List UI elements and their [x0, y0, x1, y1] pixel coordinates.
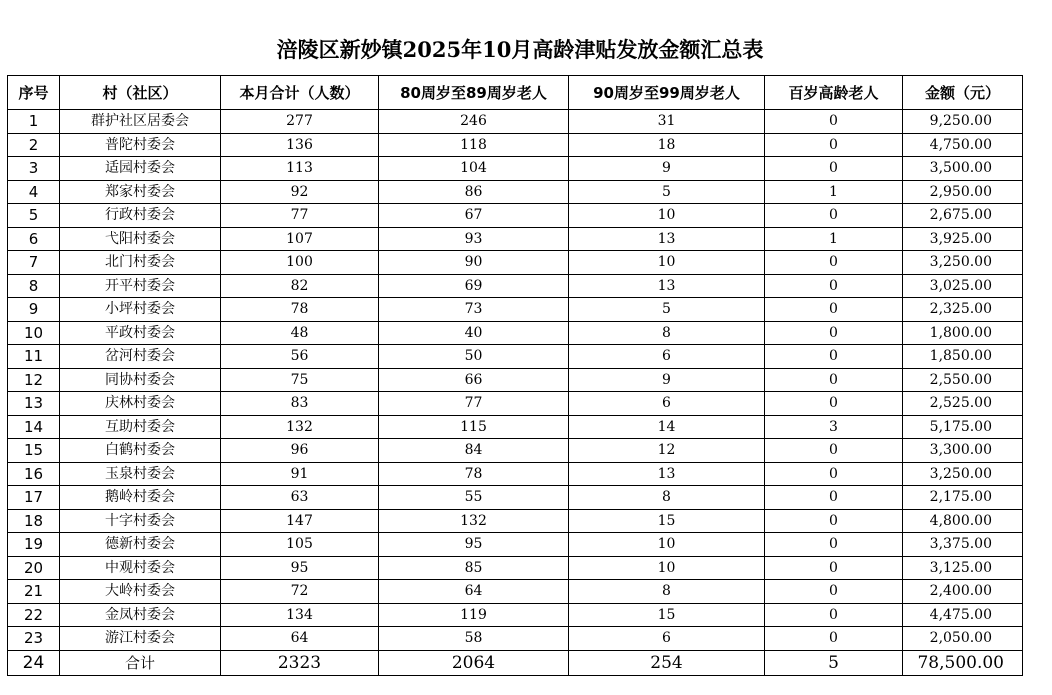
cell-amount: 2,675.00: [903, 204, 1023, 228]
cell-centenarian: 0: [765, 392, 903, 416]
cell-amount: 2,525.00: [903, 392, 1023, 416]
cell-amount: 3,125.00: [903, 556, 1023, 580]
cell-age-80-89: 95: [379, 533, 569, 557]
cell-amount: 2,050.00: [903, 627, 1023, 651]
cell-age-80-89: 40: [379, 321, 569, 345]
cell-centenarian: 0: [765, 345, 903, 369]
total-centenarian: 5: [765, 650, 903, 675]
cell-age-90-99: 8: [569, 321, 765, 345]
cell-age-90-99: 18: [569, 133, 765, 157]
cell-age-90-99: 13: [569, 462, 765, 486]
cell-age-80-89: 118: [379, 133, 569, 157]
cell-age-90-99: 6: [569, 345, 765, 369]
allowance-summary-table: [7, 75, 1023, 676]
cell-centenarian: 0: [765, 368, 903, 392]
cell-centenarian: 1: [765, 227, 903, 251]
table-row: [8, 204, 1023, 228]
cell-amount: 4,800.00: [903, 509, 1023, 533]
table-row: [8, 603, 1023, 627]
cell-monthly-total: 100: [221, 251, 379, 275]
cell-seq: 8: [8, 274, 60, 298]
total-seq: 24: [8, 650, 60, 675]
cell-centenarian: 0: [765, 580, 903, 604]
cell-centenarian: 0: [765, 157, 903, 181]
cell-age-80-89: 66: [379, 368, 569, 392]
table-row: [8, 298, 1023, 322]
cell-age-80-89: 90: [379, 251, 569, 275]
cell-age-90-99: 9: [569, 157, 765, 181]
cell-age-80-89: 58: [379, 627, 569, 651]
cell-village: 庆林村委会: [60, 392, 221, 416]
cell-monthly-total: 82: [221, 274, 379, 298]
cell-centenarian: 0: [765, 556, 903, 580]
cell-monthly-total: 77: [221, 204, 379, 228]
cell-amount: 2,175.00: [903, 486, 1023, 510]
cell-village: 同协村委会: [60, 368, 221, 392]
cell-amount: 3,300.00: [903, 439, 1023, 463]
cell-monthly-total: 134: [221, 603, 379, 627]
cell-centenarian: 0: [765, 274, 903, 298]
cell-centenarian: 0: [765, 533, 903, 557]
cell-age-90-99: 10: [569, 556, 765, 580]
cell-monthly-total: 105: [221, 533, 379, 557]
cell-seq: 6: [8, 227, 60, 251]
cell-seq: 10: [8, 321, 60, 345]
cell-amount: 3,375.00: [903, 533, 1023, 557]
cell-monthly-total: 113: [221, 157, 379, 181]
cell-age-90-99: 13: [569, 227, 765, 251]
cell-monthly-total: 277: [221, 110, 379, 134]
cell-village: 岔河村委会: [60, 345, 221, 369]
cell-village: 群护社区居委会: [60, 110, 221, 134]
cell-centenarian: 0: [765, 509, 903, 533]
cell-monthly-total: 83: [221, 392, 379, 416]
cell-centenarian: 0: [765, 321, 903, 345]
cell-age-90-99: 5: [569, 180, 765, 204]
cell-village: 十字村委会: [60, 509, 221, 533]
total-amount: 78,500.00: [903, 650, 1023, 675]
total-age-80-89: 2064: [379, 650, 569, 675]
cell-amount: 3,250.00: [903, 251, 1023, 275]
cell-village: 开平村委会: [60, 274, 221, 298]
cell-age-80-89: 93: [379, 227, 569, 251]
total-age-90-99: 254: [569, 650, 765, 675]
cell-monthly-total: 75: [221, 368, 379, 392]
document-title: 涪陵区新妙镇2025年10月高龄津贴发放金额汇总表: [276, 37, 764, 62]
cell-village: 行政村委会: [60, 204, 221, 228]
cell-seq: 15: [8, 439, 60, 463]
cell-amount: 3,500.00: [903, 157, 1023, 181]
cell-age-90-99: 15: [569, 603, 765, 627]
cell-age-90-99: 6: [569, 392, 765, 416]
cell-seq: 21: [8, 580, 60, 604]
cell-monthly-total: 147: [221, 509, 379, 533]
cell-monthly-total: 107: [221, 227, 379, 251]
cell-age-80-89: 85: [379, 556, 569, 580]
table-row: [8, 415, 1023, 439]
cell-seq: 1: [8, 110, 60, 134]
cell-seq: 9: [8, 298, 60, 322]
cell-age-80-89: 64: [379, 580, 569, 604]
table-row: [8, 180, 1023, 204]
header-age-80-89: 80周岁至89周岁老人: [379, 76, 569, 110]
cell-amount: 4,475.00: [903, 603, 1023, 627]
cell-monthly-total: 72: [221, 580, 379, 604]
cell-monthly-total: 95: [221, 556, 379, 580]
cell-monthly-total: 64: [221, 627, 379, 651]
cell-centenarian: 0: [765, 133, 903, 157]
cell-age-90-99: 13: [569, 274, 765, 298]
table-row: [8, 627, 1023, 651]
cell-monthly-total: 78: [221, 298, 379, 322]
table-row: [8, 110, 1023, 134]
cell-centenarian: 0: [765, 204, 903, 228]
cell-centenarian: 0: [765, 110, 903, 134]
cell-age-80-89: 246: [379, 110, 569, 134]
header-monthly-total: 本月合计（人数）: [221, 76, 379, 110]
cell-age-90-99: 12: [569, 439, 765, 463]
cell-village: 弋阳村委会: [60, 227, 221, 251]
cell-seq: 2: [8, 133, 60, 157]
cell-age-80-89: 104: [379, 157, 569, 181]
header-centenarian: 百岁高龄老人: [765, 76, 903, 110]
cell-seq: 3: [8, 157, 60, 181]
cell-centenarian: 0: [765, 251, 903, 275]
cell-age-80-89: 69: [379, 274, 569, 298]
cell-amount: 4,750.00: [903, 133, 1023, 157]
cell-monthly-total: 92: [221, 180, 379, 204]
cell-village: 白鹤村委会: [60, 439, 221, 463]
cell-age-90-99: 10: [569, 533, 765, 557]
cell-monthly-total: 136: [221, 133, 379, 157]
cell-village: 北门村委会: [60, 251, 221, 275]
table-row: [8, 321, 1023, 345]
cell-village: 中观村委会: [60, 556, 221, 580]
cell-age-80-89: 55: [379, 486, 569, 510]
cell-monthly-total: 91: [221, 462, 379, 486]
cell-amount: 3,925.00: [903, 227, 1023, 251]
cell-amount: 2,950.00: [903, 180, 1023, 204]
cell-village: 游江村委会: [60, 627, 221, 651]
table-row: [8, 251, 1023, 275]
table-row: [8, 274, 1023, 298]
cell-monthly-total: 63: [221, 486, 379, 510]
cell-age-90-99: 9: [569, 368, 765, 392]
cell-amount: 9,250.00: [903, 110, 1023, 134]
cell-age-90-99: 10: [569, 251, 765, 275]
cell-centenarian: 0: [765, 298, 903, 322]
table-row: [8, 133, 1023, 157]
total-label: 合计: [60, 650, 221, 675]
cell-age-80-89: 67: [379, 204, 569, 228]
cell-age-90-99: 8: [569, 580, 765, 604]
cell-age-80-89: 77: [379, 392, 569, 416]
cell-seq: 16: [8, 462, 60, 486]
table-row: [8, 368, 1023, 392]
cell-age-90-99: 5: [569, 298, 765, 322]
cell-seq: 20: [8, 556, 60, 580]
cell-age-90-99: 15: [569, 509, 765, 533]
cell-seq: 18: [8, 509, 60, 533]
table-row: [8, 157, 1023, 181]
cell-centenarian: 1: [765, 180, 903, 204]
cell-village: 郑家村委会: [60, 180, 221, 204]
header-age-90-99: 90周岁至99周岁老人: [569, 76, 765, 110]
cell-seq: 7: [8, 251, 60, 275]
cell-amount: 2,400.00: [903, 580, 1023, 604]
cell-village: 小坪村委会: [60, 298, 221, 322]
cell-centenarian: 0: [765, 462, 903, 486]
cell-village: 普陀村委会: [60, 133, 221, 157]
cell-seq: 22: [8, 603, 60, 627]
cell-age-90-99: 6: [569, 627, 765, 651]
cell-village: 互助村委会: [60, 415, 221, 439]
cell-village: 鹅岭村委会: [60, 486, 221, 510]
cell-age-90-99: 31: [569, 110, 765, 134]
cell-amount: 5,175.00: [903, 415, 1023, 439]
cell-seq: 11: [8, 345, 60, 369]
table-row: [8, 486, 1023, 510]
cell-amount: 3,025.00: [903, 274, 1023, 298]
cell-amount: 1,850.00: [903, 345, 1023, 369]
cell-monthly-total: 56: [221, 345, 379, 369]
cell-amount: 1,800.00: [903, 321, 1023, 345]
header-village: 村（社区）: [60, 76, 221, 110]
table-row: [8, 533, 1023, 557]
total-monthly: 2323: [221, 650, 379, 675]
cell-seq: 13: [8, 392, 60, 416]
cell-village: 平政村委会: [60, 321, 221, 345]
table-row: [8, 462, 1023, 486]
cell-village: 德新村委会: [60, 533, 221, 557]
cell-age-80-89: 84: [379, 439, 569, 463]
cell-amount: 2,325.00: [903, 298, 1023, 322]
cell-monthly-total: 132: [221, 415, 379, 439]
cell-seq: 4: [8, 180, 60, 204]
cell-seq: 14: [8, 415, 60, 439]
table-header-row: [8, 76, 1023, 110]
table-row: [8, 227, 1023, 251]
cell-age-80-89: 119: [379, 603, 569, 627]
table-row: [8, 439, 1023, 463]
header-seq: 序号: [8, 76, 60, 110]
cell-seq: 17: [8, 486, 60, 510]
total-row: [8, 650, 1023, 675]
cell-monthly-total: 48: [221, 321, 379, 345]
cell-age-90-99: 10: [569, 204, 765, 228]
cell-seq: 19: [8, 533, 60, 557]
cell-amount: 3,250.00: [903, 462, 1023, 486]
cell-age-80-89: 86: [379, 180, 569, 204]
cell-seq: 23: [8, 627, 60, 651]
table-row: [8, 580, 1023, 604]
cell-centenarian: 0: [765, 603, 903, 627]
cell-seq: 5: [8, 204, 60, 228]
cell-village: 适园村委会: [60, 157, 221, 181]
cell-amount: 2,550.00: [903, 368, 1023, 392]
cell-centenarian: 0: [765, 486, 903, 510]
cell-monthly-total: 96: [221, 439, 379, 463]
header-amount: 金额（元）: [903, 76, 1023, 110]
table-row: [8, 345, 1023, 369]
cell-village: 大岭村委会: [60, 580, 221, 604]
cell-seq: 12: [8, 368, 60, 392]
cell-age-80-89: 132: [379, 509, 569, 533]
cell-centenarian: 0: [765, 627, 903, 651]
cell-age-80-89: 115: [379, 415, 569, 439]
cell-age-90-99: 14: [569, 415, 765, 439]
cell-village: 金凤村委会: [60, 603, 221, 627]
table-row: [8, 556, 1023, 580]
table-row: [8, 392, 1023, 416]
cell-village: 玉泉村委会: [60, 462, 221, 486]
cell-age-80-89: 73: [379, 298, 569, 322]
cell-centenarian: 0: [765, 439, 903, 463]
cell-centenarian: 3: [765, 415, 903, 439]
cell-age-90-99: 8: [569, 486, 765, 510]
cell-age-80-89: 78: [379, 462, 569, 486]
cell-age-80-89: 50: [379, 345, 569, 369]
table-row: [8, 509, 1023, 533]
